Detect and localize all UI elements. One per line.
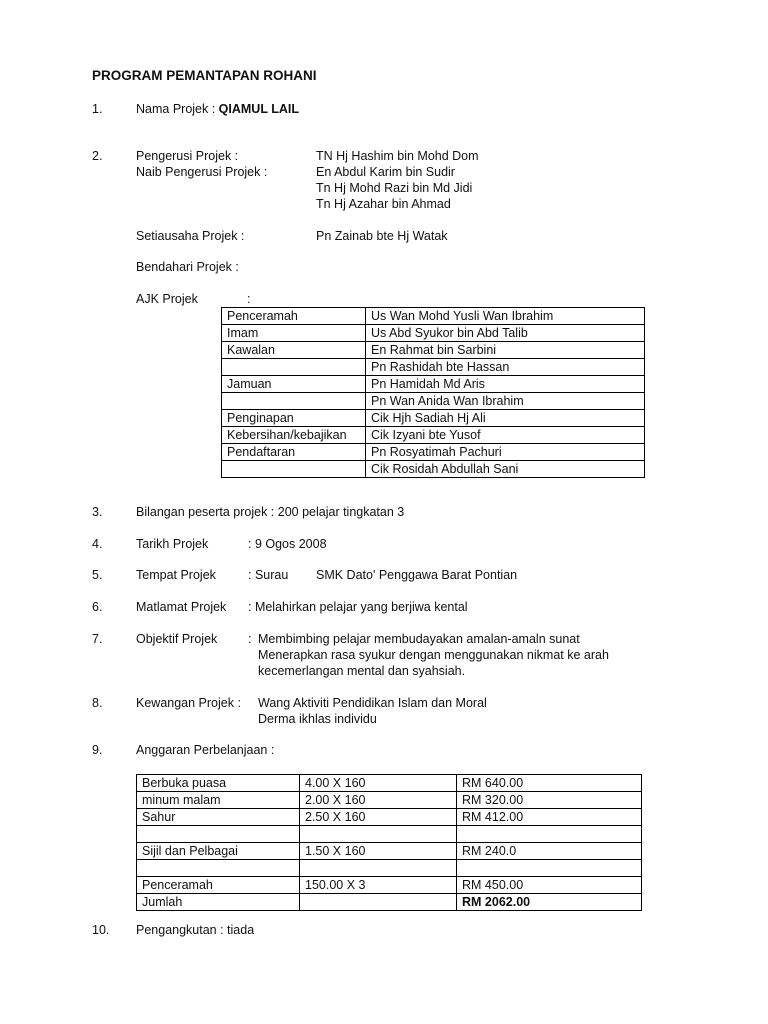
budget-label: Anggaran Perbelanjaan :	[136, 743, 275, 757]
committee-role	[222, 461, 366, 478]
committee-member: Pn Rosyatimah Pachuri	[366, 444, 645, 461]
budget-calc	[300, 826, 457, 843]
budget-amount: RM 412.00	[457, 809, 642, 826]
budget-item	[137, 860, 300, 877]
committee-role: Penceramah	[222, 308, 366, 325]
venue-value: : Surau	[248, 568, 289, 582]
venue-school: SMK Dato' Penggawa Barat Pontian	[316, 568, 518, 582]
ajk-colon: :	[247, 292, 251, 306]
item-3-number: 3.	[92, 505, 103, 519]
committee-member: Us Wan Mohd Yusli Wan Ibrahim	[366, 308, 645, 325]
committee-member: Us Abd Syukor bin Abd Talib	[366, 325, 645, 342]
item-5-number: 5.	[92, 568, 103, 582]
budget-item	[137, 826, 300, 843]
date-value: : 9 Ogos 2008	[248, 537, 327, 551]
item-9-number: 9.	[92, 743, 103, 757]
document-title: PROGRAM PEMANTAPAN ROHANI	[92, 68, 317, 83]
budget-amount	[457, 860, 642, 877]
table-row	[137, 860, 642, 877]
committee-member: Pn Hamidah Md Aris	[366, 376, 645, 393]
budget-amount: RM 320.00	[457, 792, 642, 809]
committee-member: Cik Izyani bte Yusof	[366, 427, 645, 444]
table-row	[137, 792, 642, 809]
budget-amount: RM 450.00	[457, 877, 642, 894]
table-row	[222, 342, 645, 359]
committee-member: Cik Hjh Sadiah Hj Ali	[366, 410, 645, 427]
budget-item: Berbuka puasa	[137, 775, 300, 792]
item-7-number: 7.	[92, 632, 103, 646]
table-row	[137, 877, 642, 894]
ajk-label: AJK Projek	[136, 292, 198, 306]
participants-text: Bilangan peserta projek : 200 pelajar tingkatan 3	[136, 505, 405, 519]
finance-source: Derma ikhlas individu	[258, 712, 377, 726]
budget-calc: 2.00 X 160	[300, 792, 457, 809]
project-name-value: QIAMUL LAIL	[218, 102, 299, 116]
item-6-number: 6.	[92, 600, 103, 614]
objective-colon: :	[248, 632, 252, 646]
transport-text: Pengangkutan : tiada	[136, 923, 255, 937]
chairman-value: TN Hj Hashim bin Mohd Dom	[316, 149, 479, 163]
table-row	[137, 826, 642, 843]
budget-item: minum malam	[137, 792, 300, 809]
table-row	[222, 376, 645, 393]
committee-role	[222, 359, 366, 376]
vice-chairman-value: Tn Hj Azahar bin Ahmad	[316, 197, 451, 211]
budget-amount: RM 240.0	[457, 843, 642, 860]
committee-role: Kawalan	[222, 342, 366, 359]
budget-calc: 2.50 X 160	[300, 809, 457, 826]
vice-chairman-value: Tn Hj Mohd Razi bin Md Jidi	[316, 181, 473, 195]
table-row	[137, 775, 642, 792]
goal-label: Matlamat Projek	[136, 600, 227, 614]
vice-chairman-value: En Abdul Karim bin Sudir	[316, 165, 455, 179]
objective-line: Menerapkan rasa syukur dengan menggunakan nikmat ke arah	[258, 648, 609, 662]
table-row	[222, 359, 645, 376]
committee-member: En Rahmat bin Sarbini	[366, 342, 645, 359]
committee-role	[222, 393, 366, 410]
table-row	[222, 410, 645, 427]
table-row	[137, 894, 642, 911]
committee-role: Imam	[222, 325, 366, 342]
finance-label: Kewangan Projek :	[136, 696, 241, 710]
budget-item: Sijil dan Pelbagai	[137, 843, 300, 860]
table-row	[137, 843, 642, 860]
committee-member: Cik Rosidah Abdullah Sani	[366, 461, 645, 478]
item-2-number: 2.	[92, 149, 103, 163]
table-row	[222, 308, 645, 325]
budget-calc	[300, 860, 457, 877]
committee-role: Pendaftaran	[222, 444, 366, 461]
committee-table	[221, 307, 645, 478]
finance-source: Wang Aktiviti Pendidikan Islam dan Moral	[258, 696, 487, 710]
date-label: Tarikh Projek	[136, 537, 209, 551]
item-1-number: 1.	[92, 102, 103, 116]
budget-total-label: Jumlah	[137, 894, 300, 911]
committee-role: Kebersihan/kebajikan	[222, 427, 366, 444]
table-row	[222, 461, 645, 478]
budget-amount: RM 640.00	[457, 775, 642, 792]
budget-item: Penceramah	[137, 877, 300, 894]
project-name-label: Nama Projek :	[136, 102, 219, 116]
budget-total-amount: RM 2062.00	[457, 894, 642, 911]
committee-member: Pn Wan Anida Wan Ibrahim	[366, 393, 645, 410]
committee-role: Penginapan	[222, 410, 366, 427]
venue-label: Tempat Projek	[136, 568, 216, 582]
table-row	[137, 809, 642, 826]
objective-line: kecemerlangan mental dan syahsiah.	[258, 664, 466, 678]
budget-item: Sahur	[137, 809, 300, 826]
table-row	[222, 393, 645, 410]
secretary-label: Setiausaha Projek :	[136, 229, 245, 243]
item-4-number: 4.	[92, 537, 103, 551]
budget-calc	[300, 894, 457, 911]
item-8-number: 8.	[92, 696, 103, 710]
budget-calc: 150.00 X 3	[300, 877, 457, 894]
budget-amount	[457, 826, 642, 843]
secretary-value: Pn Zainab bte Hj Watak	[316, 229, 448, 243]
committee-member: Pn Rashidah bte Hassan	[366, 359, 645, 376]
committee-role: Jamuan	[222, 376, 366, 393]
item-1-line	[136, 101, 299, 117]
table-row	[222, 444, 645, 461]
budget-calc: 1.50 X 160	[300, 843, 457, 860]
table-row	[222, 427, 645, 444]
vice-chairman-label: Naib Pengerusi Projek :	[136, 165, 268, 179]
goal-value: : Melahirkan pelajar yang berjiwa kental	[248, 600, 468, 614]
treasurer-label: Bendahari Projek :	[136, 260, 239, 274]
chairman-label: Pengerusi Projek :	[136, 149, 239, 163]
objective-label: Objektif Projek	[136, 632, 218, 646]
table-row	[222, 325, 645, 342]
budget-table	[136, 774, 642, 911]
objective-line: Membimbing pelajar membudayakan amalan-amaln sunat	[258, 632, 580, 646]
item-10-number: 10.	[92, 923, 110, 937]
budget-calc: 4.00 X 160	[300, 775, 457, 792]
